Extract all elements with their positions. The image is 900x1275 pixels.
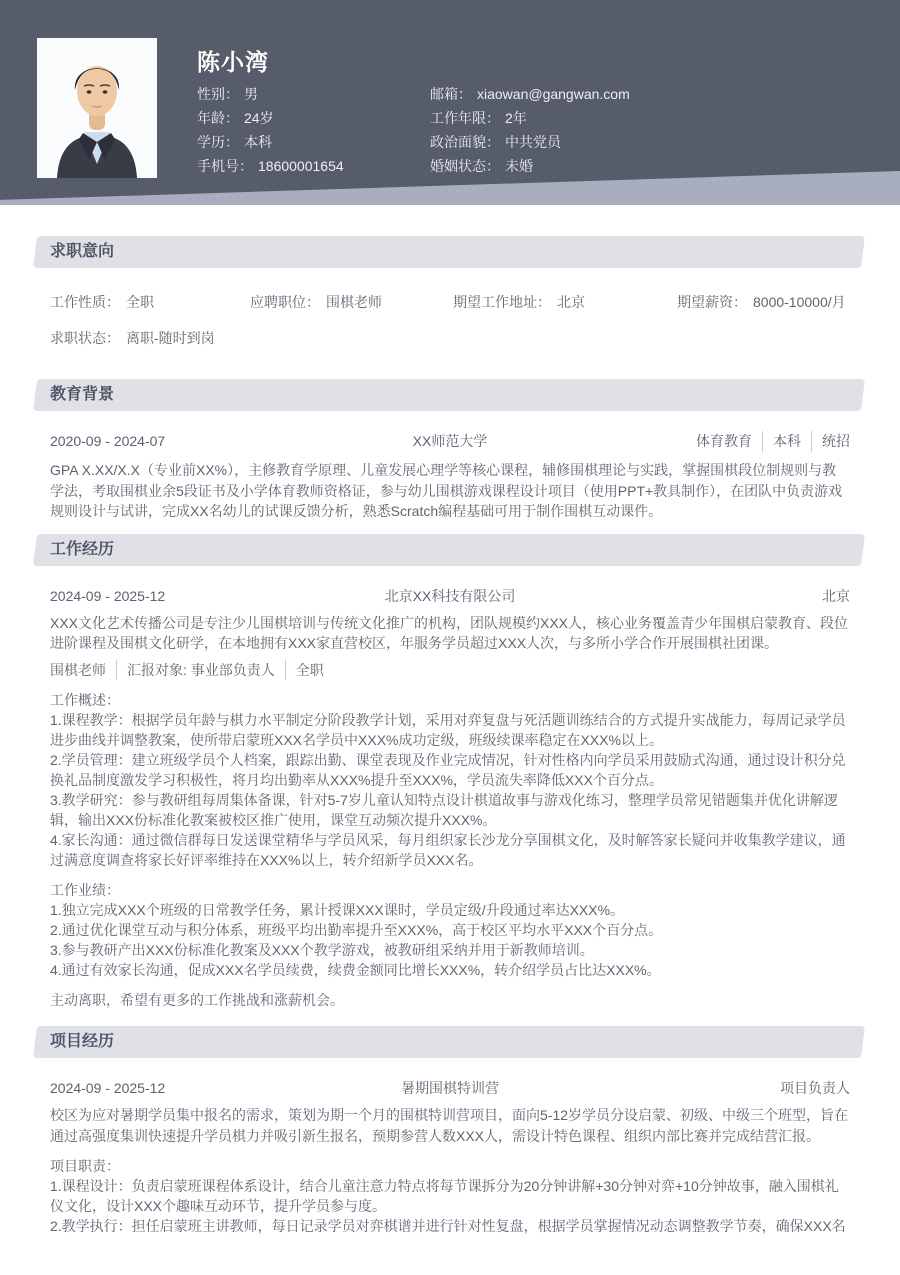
section-header-work xyxy=(50,534,850,566)
work-meta-row xyxy=(50,586,850,607)
header-info-grid xyxy=(197,84,630,176)
education-description: GPA X.XX/X.X（专业前XX%），主修教育学原理、儿童发展心理学等核心课程，辅修围棋理论与实践，掌握围棋段位制规则与教学法，考取围棋业余5段证书及小学体育教师资格证，参与幼儿围棋游戏课程设计项目（使用PPT+教具制作），在团队中负责游戏规则设计与试讲，完成XX名幼儿的试课反馈分析，熟悉Scratch编程基础可用于制作围棋互动课件。 xyxy=(50,462,843,519)
field-job-nature: 工作性质： 全职 xyxy=(50,294,154,310)
section-title: 项目经历 xyxy=(50,1033,115,1050)
project-name: 暑期围棋特训营 xyxy=(401,1080,499,1096)
project-period: 2024-09 - 2025-12 xyxy=(50,1080,166,1096)
field-job-status: 求职状态： 离职-随时到岗 xyxy=(50,330,215,346)
report-to-tag: 汇报对象: 事业部负责人 xyxy=(116,660,275,681)
work-achievement-item: 3.参与教研产出XXX份标准化教案及XXX个教学游戏，被教研组采纳并用于新教师培训。 xyxy=(50,942,594,958)
work-overview-item: 2.学员管理：建立班级学员个人档案，跟踪出勤、课堂表现及作业完成情况，针对性格内向学员采用鼓励式沟通，通过设计积分兑换礼品制度激发学习积极性，将月均出勤率从XXX%提升至XXX%，学员流失率降低XXX个百分点。 xyxy=(50,752,846,788)
project-duties xyxy=(50,1156,850,1236)
work-period: 2024-09 - 2025-12 xyxy=(50,587,166,604)
field-target-city: 期望工作地址： 北京 xyxy=(453,294,585,310)
education-meta-row xyxy=(50,431,850,452)
enrollment-tag: 统招 xyxy=(811,431,850,452)
resume-body xyxy=(0,236,900,1236)
info-marital-status: 婚姻状态： 未婚 xyxy=(430,158,533,174)
info-work-years: 工作年限： 2年 xyxy=(430,110,527,126)
avatar-illustration xyxy=(37,38,157,178)
work-achievements xyxy=(50,880,850,980)
work-overview-item: 4.家长沟通：通过微信群每日发送课堂精华与学员风采，每月组织家长沙龙分享围棋文化，及时解答家长疑问并收集教学建议，通过满意度调查将家长好评率维持在XXX%以上，转介绍新学员XXX名。 xyxy=(50,832,846,868)
project-meta-row xyxy=(50,1078,850,1099)
resume-header xyxy=(0,0,900,205)
info-email: 邮箱： xiaowan@gangwan.com xyxy=(430,86,630,102)
section-title: 教育背景 xyxy=(50,386,115,403)
work-location: 北京 xyxy=(822,587,850,604)
section-header-project xyxy=(50,1026,850,1058)
education-period: 2020-09 - 2024-07 xyxy=(50,433,166,449)
school-name: XX师范大学 xyxy=(412,433,488,449)
role-tag: 围棋老师 xyxy=(50,661,106,678)
degree-tag: 本科 xyxy=(762,431,801,452)
info-gender: 性别： 男 xyxy=(197,86,258,102)
info-age: 年龄： 24岁 xyxy=(197,110,274,126)
work-achievement-item: 2.通过优化课堂互动与积分体系，班级平均出勤率提升至XXX%，高于校区平均水平XXX个百分点。 xyxy=(50,922,663,938)
profile-photo xyxy=(37,38,157,178)
section-header-education xyxy=(50,379,850,411)
education-tags xyxy=(696,431,850,452)
project-duty-item: 2.教学执行：担任启蒙班主讲教师，每日记录学员对弈棋谱并进行针对性复盘，根据学员掌握情况动态调整教学节奏，确保XXX名 xyxy=(50,1218,846,1234)
company-intro: XXX文化艺术传播公司是专注少儿围棋培训与传统文化推广的机构，团队规模约XXX人，核心业务覆盖青少年围棋启蒙教育、段位进阶课程及围棋文化研学，在本地拥有XXX家直营校区，年服务学员超过XXX人次，与多所小学合作开展围棋社团课。 xyxy=(50,614,849,651)
section-title: 求职意向 xyxy=(50,243,115,260)
job-intent-fields xyxy=(50,292,850,348)
work-overview-item: 1.课程教学：根据学员年龄与棋力水平制定分阶段教学计划，采用对弈复盘与死活题训练结合的方式提升实战能力，每周记录学员进步曲线并调整教案，使所带启蒙班XXX名学员中XXX%成功定级，班级续课率稳定在XXX%以上。 xyxy=(50,712,846,748)
section-title: 工作经历 xyxy=(50,540,115,558)
info-phone: 手机号： 18600001654 xyxy=(197,158,344,174)
candidate-name: 陈小湾 xyxy=(197,49,269,75)
leave-reason: 主动离职，希望有更多的工作挑战和涨薪机会。 xyxy=(50,992,344,1008)
work-achievement-item: 4.通过有效家长沟通，促成XXX名学员续费，续费金额同比增长XXX%，转介绍学员占比达XXX%。 xyxy=(50,962,661,978)
company-name: 北京XX科技有限公司 xyxy=(384,587,516,604)
project-description: 校区为应对暑期学员集中报名的需求，策划为期一个月的围棋特训营项目，面向5-12岁学员分设启蒙、初级、中级三个班型，旨在通过高强度集训快速提升学员棋力并吸引新生报名，预期参营人数XXX人，需设计特色课程、组织内部比赛并完成结营汇报。 xyxy=(50,1107,849,1144)
project-role: 项目负责人 xyxy=(780,1080,850,1096)
info-political-status: 政治面貌： 中共党员 xyxy=(430,134,561,150)
work-achievement-item: 1.独立完成XXX个班级的日常教学任务，累计授课XXX课时，学员定级/升段通过率达XXX%。 xyxy=(50,902,625,918)
job-type-tag: 全职 xyxy=(285,660,324,681)
field-expected-salary: 期望薪资： 8000-10000/月 xyxy=(677,294,846,310)
major-tag: 体育教育 xyxy=(696,433,752,449)
work-role-line xyxy=(50,660,850,681)
work-overview xyxy=(50,690,850,870)
work-overview-title: 工作概述： xyxy=(50,692,120,708)
field-target-position: 应聘职位： 围棋老师 xyxy=(250,294,382,310)
work-achievements-title: 工作业绩： xyxy=(50,882,120,898)
project-duties-title: 项目职责： xyxy=(50,1158,120,1174)
info-degree: 学历： 本科 xyxy=(197,134,272,150)
work-overview-item: 3.教学研究：参与教研组每周集体备课，针对5-7岁儿童认知特点设计棋道故事与游戏化练习，整理学员常见错题集并优化讲解逻辑，输出XXX份标准化教案被校区推广使用，课堂互动频次提升XXX%。 xyxy=(50,792,838,828)
section-header-job-intent xyxy=(50,236,850,268)
project-duty-item: 1.课程设计：负责启蒙班课程体系设计，结合儿童注意力特点将每节课拆分为20分钟讲解+30分钟对弈+10分钟故事，融入围棋礼仪文化，设计XXX个趣味互动环节，提升学员参与度。 xyxy=(50,1178,839,1214)
